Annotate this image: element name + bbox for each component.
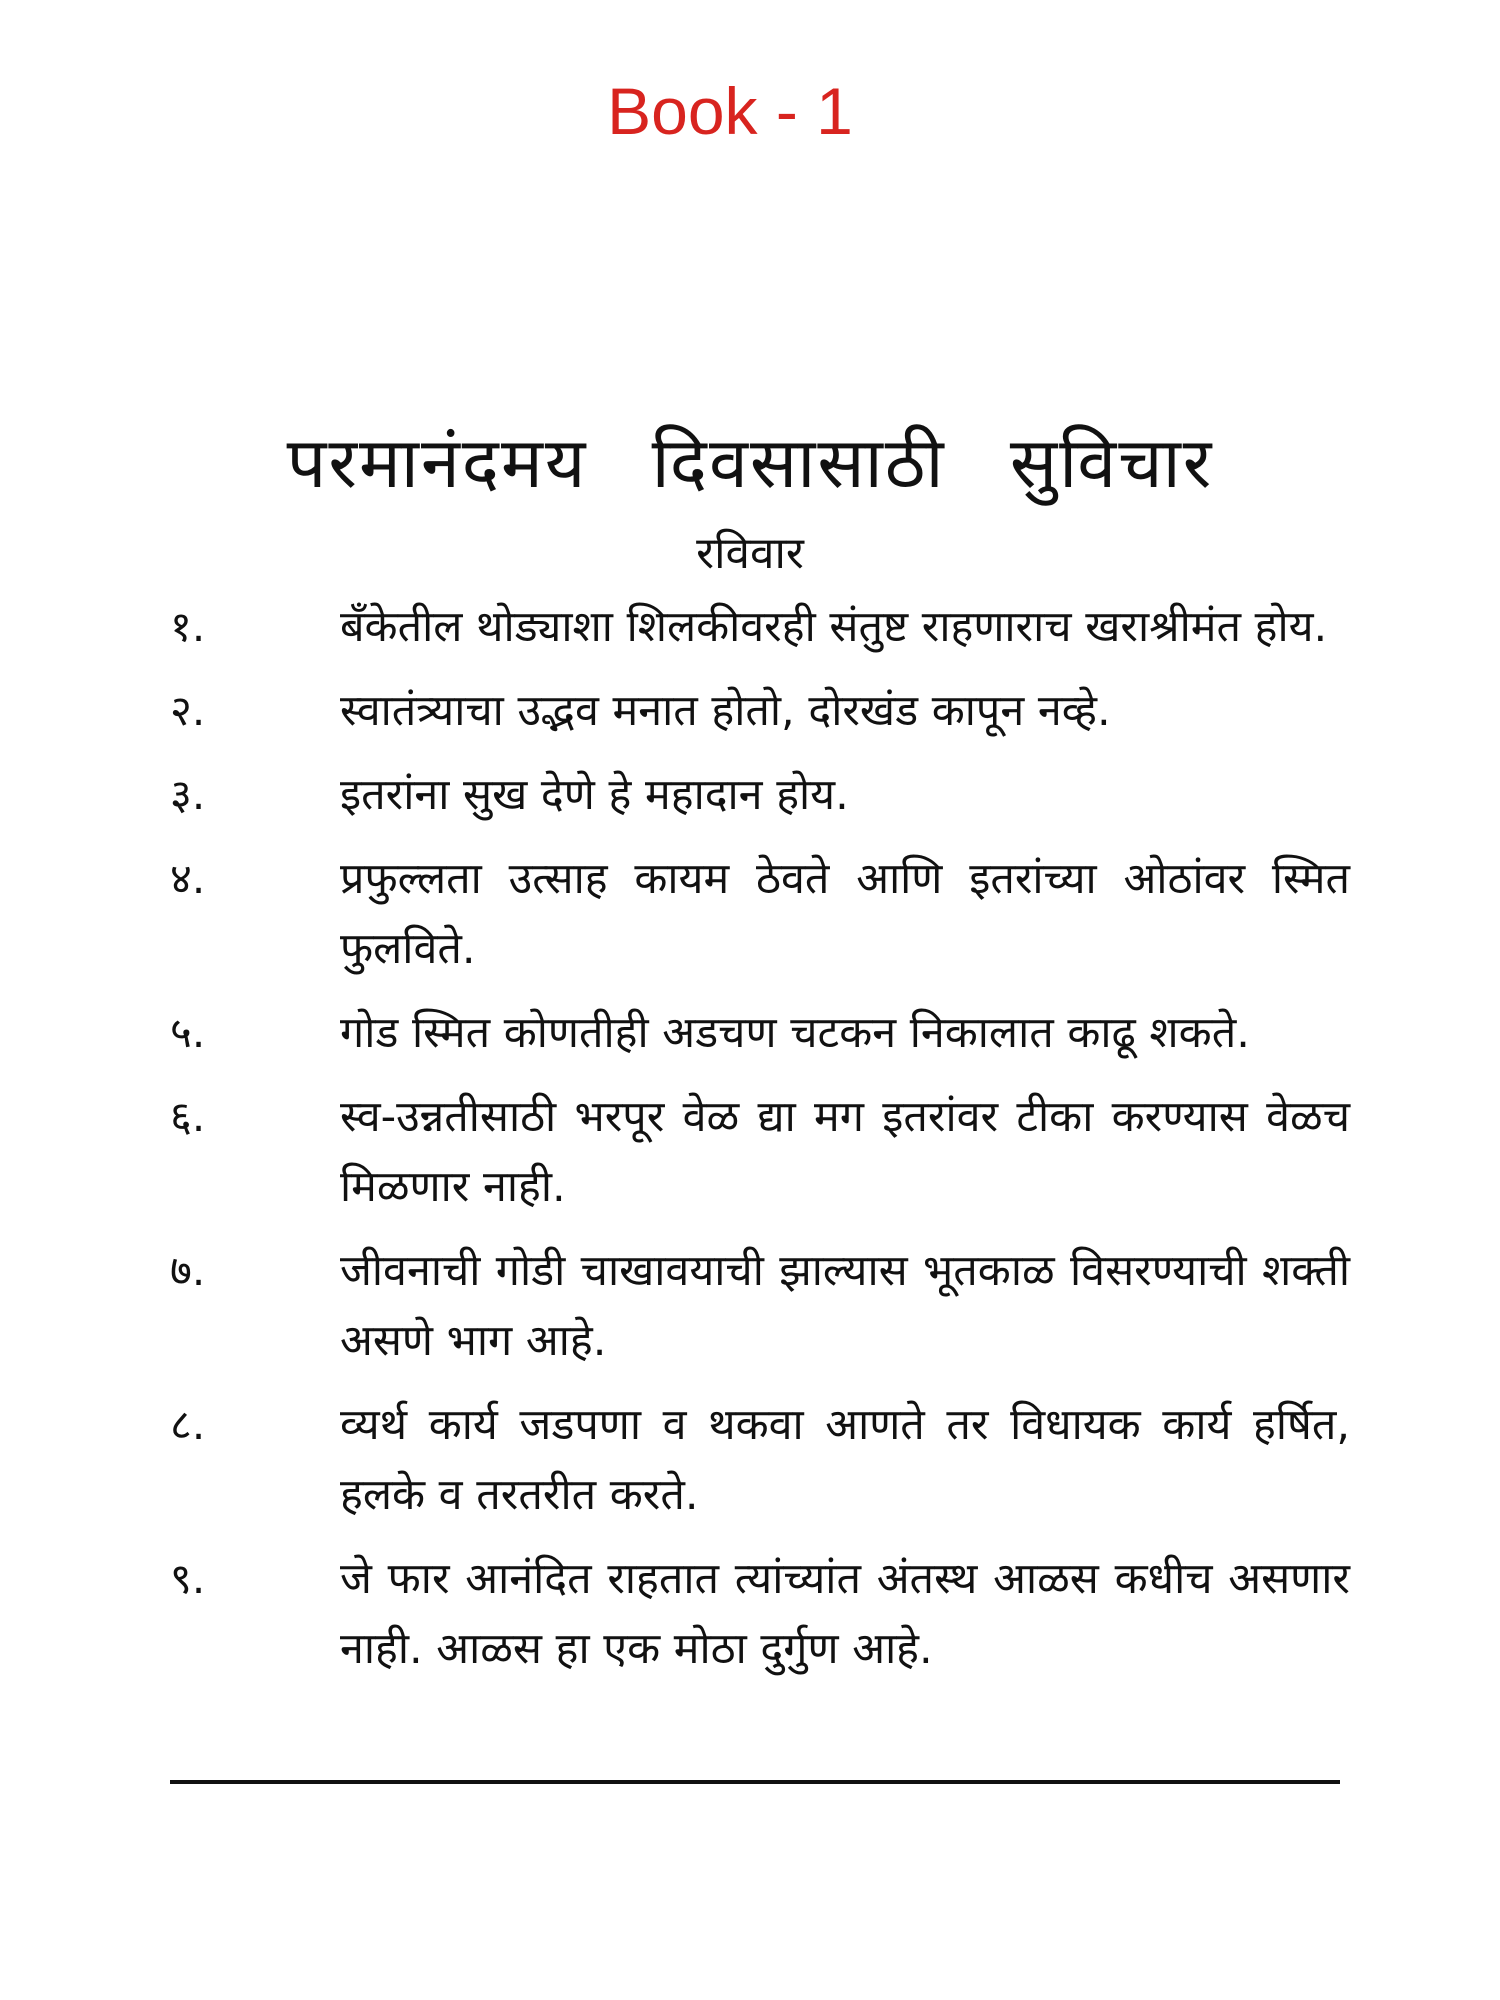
book-label: Book - 1 xyxy=(607,74,853,148)
quote-number: ३. xyxy=(170,770,206,819)
list-item xyxy=(170,1390,1350,1530)
list-item xyxy=(170,676,1350,746)
quote-number: ६. xyxy=(170,1092,206,1141)
quote-number: ७. xyxy=(170,1246,206,1295)
quote-number: ९. xyxy=(170,1554,206,1603)
list-item xyxy=(170,1082,1350,1222)
page-title: परमानंदमय दिवसासाठी सुविचार xyxy=(286,422,1214,504)
quote-text: इतरांना सुख देणे हे महादान होय. xyxy=(340,770,849,820)
quote-number: ८. xyxy=(170,1400,206,1449)
quote-text: स्व-उन्नतीसाठी भरपूर वेळ द्या मग इतरांवर टीका करण्यास वेळच मिळणार नाही. xyxy=(340,1092,1350,1212)
day-heading: रविवार xyxy=(696,528,804,579)
quote-number: ५. xyxy=(170,1008,206,1057)
quote-text: व्यर्थ कार्य जडपणा व थकवा आणते तर विधायक कार्य हर्षित, हलके व तरतरीत करते. xyxy=(340,1400,1350,1520)
list-item xyxy=(170,998,1350,1068)
list-item xyxy=(170,760,1350,830)
list-item xyxy=(170,1544,1350,1684)
quote-text: बँकेतील थोड्याशा शिलकीवरही संतुष्ट राहणाराच खराश्रीमंत होय. xyxy=(340,602,1328,652)
list-item xyxy=(170,844,1350,984)
quote-list xyxy=(170,592,1350,1698)
quote-text: प्रफुल्लता उत्साह कायम ठेवते आणि इतरांच्या ओठांवर स्मित फुलविते. xyxy=(340,854,1350,974)
quote-text: जे फार आनंदित राहतात त्यांच्यांत अंतस्थ आळस कधीच असणार नाही. आळस हा एक मोठा दुर्गुण आहे. xyxy=(340,1554,1350,1674)
quote-text: जीवनाची गोडी चाखावयाची झाल्यास भूतकाळ विसरण्याची शक्ती असणे भाग आहे. xyxy=(340,1246,1350,1366)
quote-number: १. xyxy=(170,602,206,651)
list-item xyxy=(170,592,1350,662)
quote-number: २. xyxy=(170,686,206,735)
quote-number: ४. xyxy=(170,854,206,903)
quote-text: गोड स्मित कोणतीही अडचण चटकन निकालात काढू शकते. xyxy=(340,1008,1250,1058)
quote-text: स्वातंत्र्याचा उद्भव मनात होतो, दोरखंड कापून नव्हे. xyxy=(340,686,1111,736)
list-item xyxy=(170,1236,1350,1376)
bottom-divider xyxy=(170,1780,1340,1784)
